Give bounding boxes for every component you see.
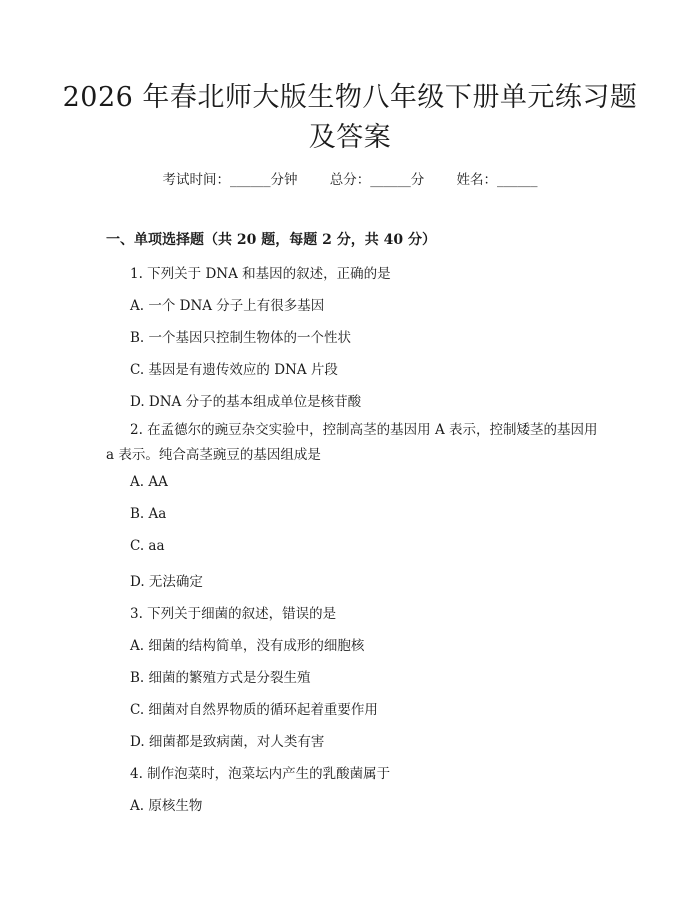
question-3: 3. 下列关于细菌的叙述，错误的是 bbox=[130, 606, 337, 622]
q2-option-a: A. AA bbox=[130, 474, 168, 490]
q1-option-d: D. DNA 分子的基本组成单位是核苷酸 bbox=[130, 394, 362, 410]
question-1: 1. 下列关于 DNA 和基因的叙述，正确的是 bbox=[130, 266, 391, 282]
page-title: 2026 年春北师大版生物八年级下册单元练习题及答案 bbox=[62, 82, 638, 153]
q1-option-b: B. 一个基因只控制生物体的一个性状 bbox=[130, 330, 352, 346]
q4-option-a: A. 原核生物 bbox=[130, 798, 203, 814]
q3-option-c: C. 细菌对自然界物质的循环起着重要作用 bbox=[130, 702, 378, 718]
q3-option-b: B. 细菌的繁殖方式是分裂生殖 bbox=[130, 670, 311, 686]
section-heading: 一、单项选择题（共 20 题，每题 2 分，共 40 分） bbox=[106, 232, 436, 248]
total-score: 总分：______分 bbox=[329, 172, 425, 188]
q1-option-a: A. 一个 DNA 分子上有很多基因 bbox=[130, 298, 325, 314]
q2-option-d: D. 无法确定 bbox=[130, 574, 203, 590]
q2-option-b: B. Aa bbox=[130, 506, 167, 522]
q3-option-a: A. 细菌的结构简单，没有成形的细胞核 bbox=[130, 638, 365, 654]
question-2: 2. 在孟德尔的豌豆杂交实验中，控制高茎的基因用 A 表示，控制矮茎的基因用 a 表示。纯合高茎豌豆的基因组成是 bbox=[106, 422, 598, 463]
q2-option-c: C. aa bbox=[130, 538, 165, 554]
q1-option-c: C. 基因是有遗传效应的 DNA 片段 bbox=[130, 362, 338, 378]
exam-info bbox=[0, 168, 700, 188]
exam-time: 考试时间：______分钟 bbox=[162, 172, 298, 188]
q3-option-d: D. 细菌都是致病菌，对人类有害 bbox=[130, 734, 325, 750]
student-name: 姓名：______ bbox=[456, 172, 538, 188]
question-4: 4. 制作泡菜时，泡菜坛内产生的乳酸菌属于 bbox=[130, 766, 391, 782]
